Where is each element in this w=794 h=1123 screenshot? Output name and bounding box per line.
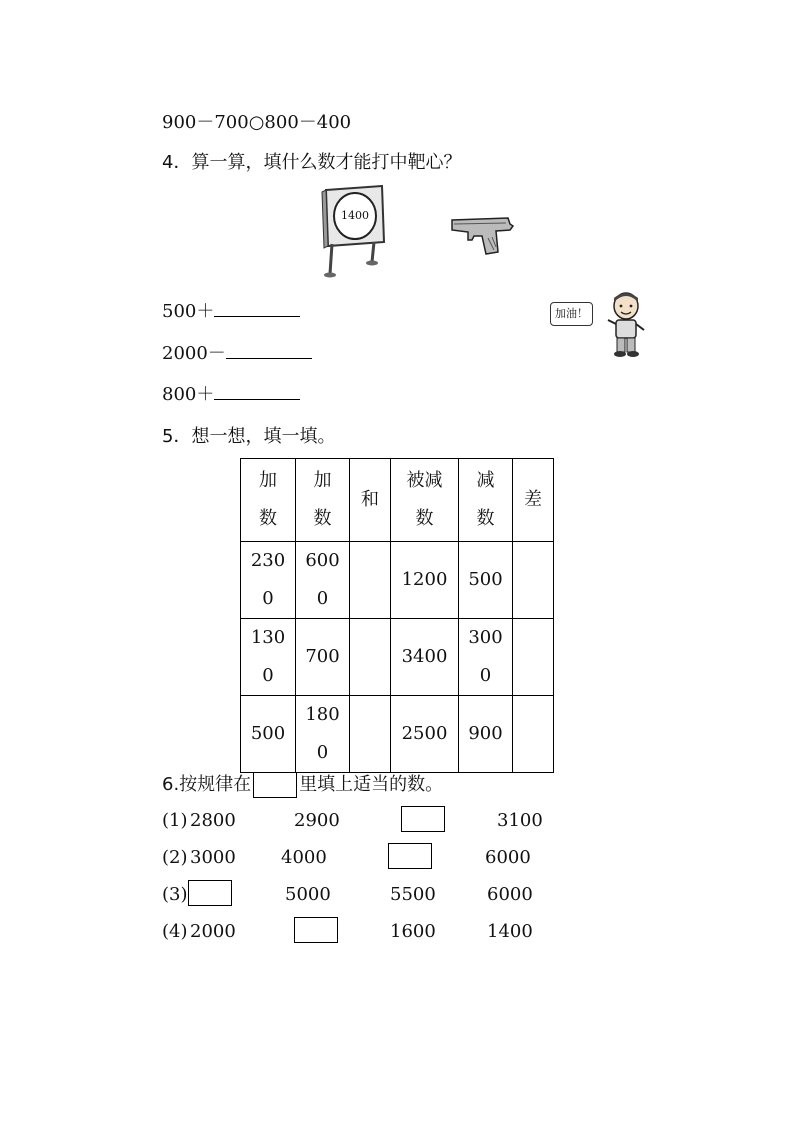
q6-row-3-label: (3) — [162, 884, 188, 905]
q4-line-1 — [162, 297, 300, 323]
q6-row-2-item-2: 4000 — [281, 847, 327, 868]
cell-addend-2: 700 — [296, 619, 350, 696]
q6-row-1-answer-box[interactable] — [401, 806, 445, 832]
cell-addend-2: 180 0 — [296, 696, 350, 773]
q5-heading: 5．想一想，填一填。 — [162, 426, 336, 447]
q6-heading-box — [253, 772, 297, 798]
q6-row-3-answer-box[interactable] — [188, 880, 232, 906]
q6-row-4-item-4: 1400 — [487, 921, 533, 942]
cell-difference-input[interactable] — [513, 542, 554, 619]
q6-heading-after: 里填上适当的数。 — [299, 774, 444, 795]
pistol-illustration — [450, 214, 516, 258]
cell-addend-1: 130 0 — [241, 619, 296, 696]
header-minuend: 被减 数 — [391, 459, 459, 542]
q6-row-1-item-2: 2900 — [294, 810, 340, 831]
cell-addend-2: 600 0 — [296, 542, 350, 619]
table-row — [241, 619, 554, 696]
target-value: 1400 — [341, 209, 369, 222]
cell-sum-input[interactable] — [350, 619, 391, 696]
table-row — [241, 696, 554, 773]
q4-heading: 4．算一算，填什么数才能打中靶心？ — [162, 152, 462, 173]
q6-row-2-label: (2) — [162, 847, 188, 868]
q6-row-3-item-3: 5500 — [390, 884, 436, 905]
header-addend-1: 加 数 — [241, 459, 296, 542]
compare-expression: 900－700○800－400 — [162, 112, 352, 133]
target-board-icon — [318, 184, 398, 280]
q4-line-3 — [162, 380, 300, 406]
target-board-illustration — [318, 184, 398, 280]
cell-subtrahend: 900 — [459, 696, 513, 773]
header-addend-2: 加 数 — [296, 459, 350, 542]
q6-row-3-item-2: 5000 — [285, 884, 331, 905]
header-sum: 和 — [350, 459, 391, 542]
speech-bubble: 加油！ — [550, 302, 593, 326]
cell-addend-1: 500 — [241, 696, 296, 773]
cell-subtrahend: 300 0 — [459, 619, 513, 696]
q6-row-4-item-3: 1600 — [390, 921, 436, 942]
q6-row-2-item-4: 6000 — [485, 847, 531, 868]
cell-sum-input[interactable] — [350, 542, 391, 619]
q4-line-3-expression: 800＋ — [162, 384, 215, 405]
q4-line-1-expression: 500＋ — [162, 301, 215, 322]
cell-subtrahend: 500 — [459, 542, 513, 619]
q4-line-2-expression: 2000－ — [162, 343, 226, 364]
cell-minuend: 1200 — [391, 542, 459, 619]
q6-row-1-item-4: 3100 — [497, 810, 543, 831]
cell-minuend: 3400 — [391, 619, 459, 696]
q6-row-2-item-1: 3000 — [190, 847, 236, 868]
q4-answer-blank-3[interactable] — [214, 381, 300, 400]
header-subtrahend: 减 数 — [459, 459, 513, 542]
table-header-row — [241, 459, 554, 542]
q6-heading-before: 6.按规律在 — [162, 774, 252, 795]
cell-difference-input[interactable] — [513, 619, 554, 696]
q6-row-4-label: (4) — [162, 921, 188, 942]
q4-line-2 — [162, 339, 312, 365]
q6-row-4-answer-box[interactable] — [294, 917, 338, 943]
q6-row-2-answer-box[interactable] — [388, 843, 432, 869]
cell-minuend: 2500 — [391, 696, 459, 773]
boy-icon — [606, 290, 648, 360]
q6-heading — [162, 770, 443, 798]
q6-row-1-label: (1) — [162, 810, 188, 831]
q6-row-3-item-4: 6000 — [487, 884, 533, 905]
pistol-icon — [450, 214, 516, 258]
header-difference: 差 — [513, 459, 554, 542]
cell-addend-1: 230 0 — [241, 542, 296, 619]
q4-answer-blank-1[interactable] — [214, 298, 300, 317]
q6-row-4-item-1: 2000 — [190, 921, 236, 942]
cell-sum-input[interactable] — [350, 696, 391, 773]
cell-difference-input[interactable] — [513, 696, 554, 773]
q6-row-1-item-1: 2800 — [190, 810, 236, 831]
cheering-boy-illustration — [548, 290, 648, 360]
table-row — [241, 542, 554, 619]
q5-table — [240, 458, 554, 773]
q4-answer-blank-2[interactable] — [226, 340, 312, 359]
